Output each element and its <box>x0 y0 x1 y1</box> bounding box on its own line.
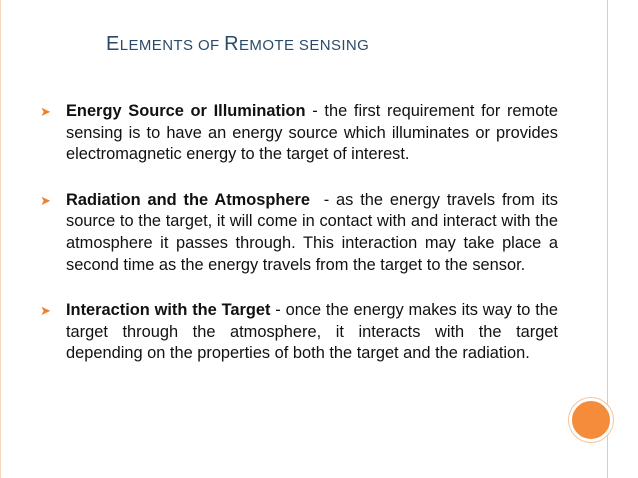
arrowhead-bullet-icon: ➤ <box>40 192 51 208</box>
title-initial-elements: E <box>106 33 120 55</box>
arrowhead-bullet-icon: ➤ <box>40 104 51 119</box>
bullet-radiation-atmosphere <box>40 190 563 276</box>
bullet-term: Energy Source or Illumination <box>66 102 306 120</box>
slide-title <box>106 33 369 56</box>
bullet-energy-source <box>40 101 558 166</box>
bullet-text: - as the energy travels from its source to the target, it will come in contact with and interact with the atmosphere it passes through. This interaction may take place a second time as the energy travels from the target to the sensor. <box>66 190 563 274</box>
arrowhead-bullet-icon: ➤ <box>40 303 51 319</box>
bullet-text: - once the energy makes its way to the target through the atmosphere, it interacts with the target depending on the properties of both the target and the radiation. <box>66 301 559 363</box>
bullet-list <box>40 101 563 389</box>
bullet-interaction-target <box>40 300 558 365</box>
decorative-orange-circle <box>569 398 613 442</box>
title-rest-remote: EMOTE SENSING <box>239 37 370 54</box>
title-rest-elements: LEMENTS OF <box>119 37 225 54</box>
bullet-term: Radiation and the Atmosphere <box>66 190 310 209</box>
bullet-term: Interaction with the Target <box>66 301 271 320</box>
title-initial-remote: R <box>224 33 240 55</box>
slide-left-border <box>0 0 1 478</box>
bullet-text: - the first requirement for remote sensing is to have an energy source which illuminates or provides electromagnetic energy to the target of interest. <box>66 102 558 164</box>
